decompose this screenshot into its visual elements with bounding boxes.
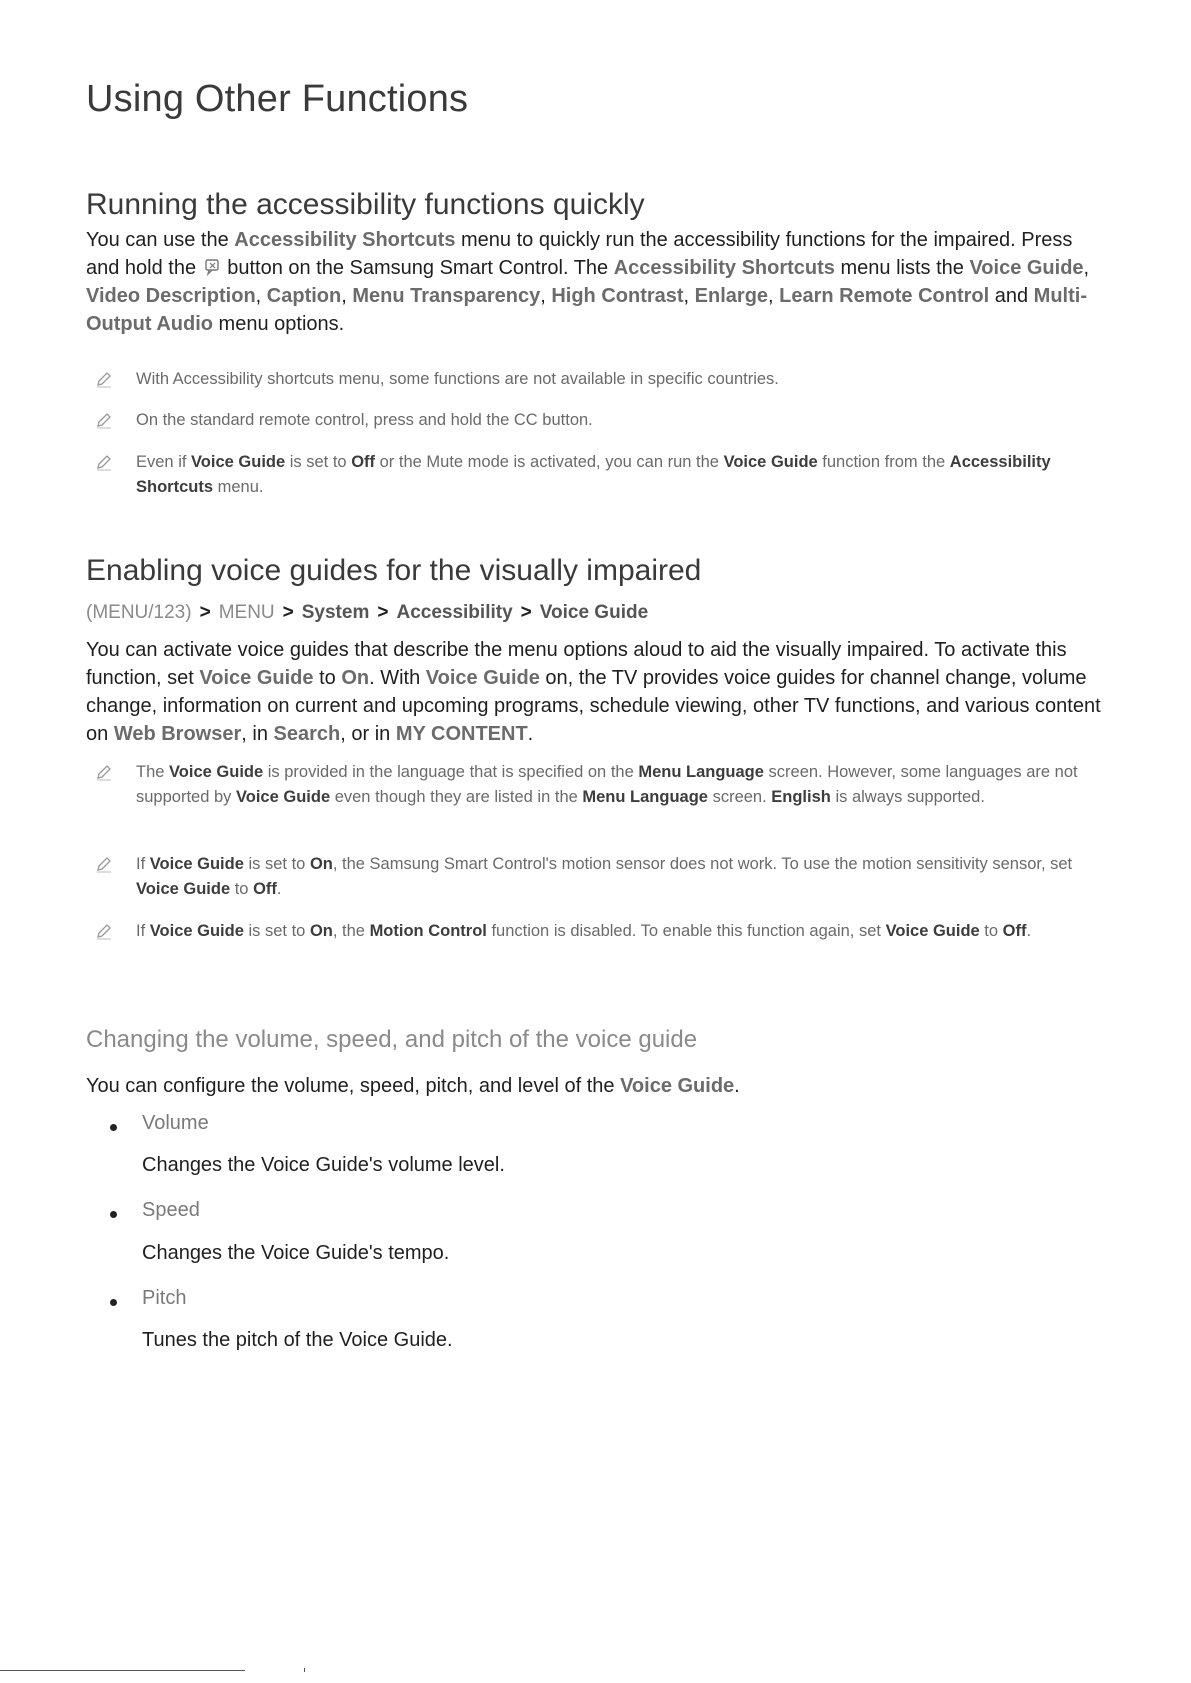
text: is set to [285, 453, 352, 471]
pencil-note-icon [94, 369, 114, 389]
text: . With [369, 667, 426, 689]
on-term: On [341, 667, 370, 689]
note-text [136, 760, 1106, 810]
note-text [136, 852, 1106, 902]
video-description-term: Video Description [86, 285, 256, 307]
my-content-term: MY CONTENT [395, 723, 528, 745]
on-term: On [309, 855, 333, 873]
text: is provided in the language that is specified on the [263, 763, 639, 781]
menu-language-term: Menu Language [582, 788, 708, 806]
menu-transparency-term: Menu Transparency [352, 285, 541, 307]
menu-language-term: Menu Language [638, 763, 764, 781]
voice-guide-term: Voice Guide [169, 763, 264, 781]
note-text [136, 919, 1106, 944]
note [86, 852, 1106, 902]
voice-guide-term: Voice Guide [149, 855, 244, 873]
accessibility-shortcuts-term: Accessibility Shortcuts [613, 257, 835, 279]
text: If [136, 855, 150, 873]
caption-term: Caption [266, 285, 342, 307]
text: , [1083, 257, 1090, 279]
voice-guide-term: Voice Guide [620, 1075, 735, 1097]
pencil-note-icon [94, 410, 114, 430]
enlarge-term: Enlarge [694, 285, 769, 307]
page-title: Using Other Functions [86, 78, 469, 120]
voice-guide-term: Voice Guide [885, 922, 980, 940]
voice-guide-term: Voice Guide [199, 667, 314, 689]
breadcrumb-separator: > [520, 602, 532, 623]
note [86, 367, 1106, 392]
text: or the Mute mode is activated, you can run the [375, 453, 724, 471]
text: , [683, 285, 695, 307]
text: Even if [136, 453, 192, 471]
text: to [979, 922, 1003, 940]
section1-paragraph [86, 226, 1106, 338]
accessibility-shortcuts-term: Accessibility Shortcuts [136, 453, 1051, 496]
voice-guide-term: Voice Guide [136, 880, 231, 898]
note [86, 450, 1106, 500]
multi-output-audio-term: Multi-Output Audio [86, 285, 1087, 335]
text: menu to quickly run the accessibility functions for the impaired. Press and hold the [86, 229, 1073, 279]
pencil-note-icon [94, 921, 114, 941]
breadcrumb-menu: MENU [218, 602, 275, 623]
text: , in [241, 723, 274, 745]
text: , [341, 285, 353, 307]
text: is set to [243, 922, 310, 940]
text: . [527, 723, 534, 745]
text: . [276, 880, 282, 898]
breadcrumb-separator: > [377, 602, 389, 623]
section-heading-accessibility-shortcuts: Running the accessibility functions quickly [86, 188, 645, 221]
web-browser-term: Web Browser [113, 723, 242, 745]
text: menu options. [213, 313, 345, 335]
note-text: On the standard remote control, press and hold the CC button. [136, 411, 593, 429]
voice-guide-term: Voice Guide [191, 453, 286, 471]
breadcrumb-menu-123: (MENU/123) [86, 602, 192, 623]
text: , [255, 285, 267, 307]
breadcrumb-system: System [301, 602, 370, 623]
text: If [136, 922, 150, 940]
list-item-title: Pitch [142, 1287, 187, 1309]
text: to [230, 880, 254, 898]
text: , [768, 285, 780, 307]
text: screen. [707, 788, 772, 806]
list-item-title: Volume [142, 1112, 209, 1134]
text: menu. [213, 478, 264, 496]
text: You can use the [86, 229, 235, 251]
motion-control-term: Motion Control [369, 922, 487, 940]
list-item-description: Changes the Voice Guide's tempo. [142, 1242, 450, 1264]
voice-guide-term: Voice Guide [723, 453, 818, 471]
subsection-heading-voice-guide-settings: Changing the volume, speed, and pitch of the voice guide [86, 1026, 698, 1053]
text: function is disabled. To enable this function again, set [486, 922, 886, 940]
text: menu lists the [834, 257, 970, 279]
learn-remote-control-term: Learn Remote Control [779, 285, 990, 307]
pencil-note-icon [94, 762, 114, 782]
off-term: Off [253, 880, 277, 898]
text: button on the Samsung Smart Control. The [221, 257, 614, 279]
text: , the [332, 922, 370, 940]
search-term: Search [273, 723, 341, 745]
breadcrumb-separator: > [282, 602, 294, 623]
section-heading-voice-guides: Enabling voice guides for the visually impaired [86, 554, 702, 587]
voice-guide-term: Voice Guide [969, 257, 1084, 279]
accessibility-shortcuts-term: Accessibility Shortcuts [234, 229, 456, 251]
breadcrumb-voice-guide: Voice Guide [539, 602, 649, 623]
text: function from the [817, 453, 950, 471]
bullet [110, 1124, 117, 1131]
list-item-description: Tunes the pitch of the Voice Guide. [142, 1329, 453, 1351]
note [86, 919, 1106, 944]
on-term: On [309, 922, 333, 940]
text: The [136, 763, 170, 781]
note-text: With Accessibility shortcuts menu, some functions are not available in specific countries. [136, 370, 779, 388]
note-text [136, 450, 1106, 500]
high-contrast-term: High Contrast [551, 285, 684, 307]
note [86, 760, 1106, 810]
breadcrumb-accessibility: Accessibility [396, 602, 513, 623]
breadcrumb-separator: > [199, 602, 211, 623]
text: . [734, 1075, 740, 1097]
section2-paragraph [86, 636, 1106, 748]
bullet [110, 1299, 117, 1306]
text: You can configure the volume, speed, pitch, and level of the [86, 1075, 621, 1097]
bullet [110, 1211, 117, 1218]
pencil-note-icon [94, 452, 114, 472]
text: . [1026, 922, 1032, 940]
text: is set to [243, 855, 310, 873]
off-term: Off [1002, 922, 1027, 940]
text: , [540, 285, 552, 307]
footer-mark [304, 1668, 305, 1672]
text: and [989, 285, 1034, 307]
voice-guide-term: Voice Guide [425, 667, 540, 689]
section3-paragraph [86, 1072, 1106, 1100]
voice-guide-term: Voice Guide [149, 922, 244, 940]
text: , or in [340, 723, 396, 745]
breadcrumb [86, 602, 648, 624]
note [86, 408, 1106, 433]
text: You can activate voice guides that describe the menu options aloud to aid the visually impaired. To activate this function, set [86, 639, 1067, 689]
text: is always supported. [830, 788, 985, 806]
pencil-note-icon [94, 854, 114, 874]
list-item-title: Speed [142, 1199, 200, 1221]
off-term: Off [351, 453, 376, 471]
voice-guide-term: Voice Guide [235, 788, 331, 806]
text: on, the TV provides voice guides for channel change, volume change, information on current and upcoming programs, schedule viewing, other TV functions, and various content on [86, 667, 1101, 745]
text: , the Samsung Smart Control's motion sensor does not work. To use the motion sensitivity sensor, set [332, 855, 1073, 873]
text: screen. However, some languages are not supported by [136, 763, 1078, 806]
list-item-description: Changes the Voice Guide's volume level. [142, 1154, 505, 1176]
english-term: English [771, 788, 831, 806]
text: even though they are listed in the [330, 788, 583, 806]
footer-rule [0, 1670, 245, 1671]
text: to [313, 667, 342, 689]
microphone-voice-icon [202, 257, 222, 277]
